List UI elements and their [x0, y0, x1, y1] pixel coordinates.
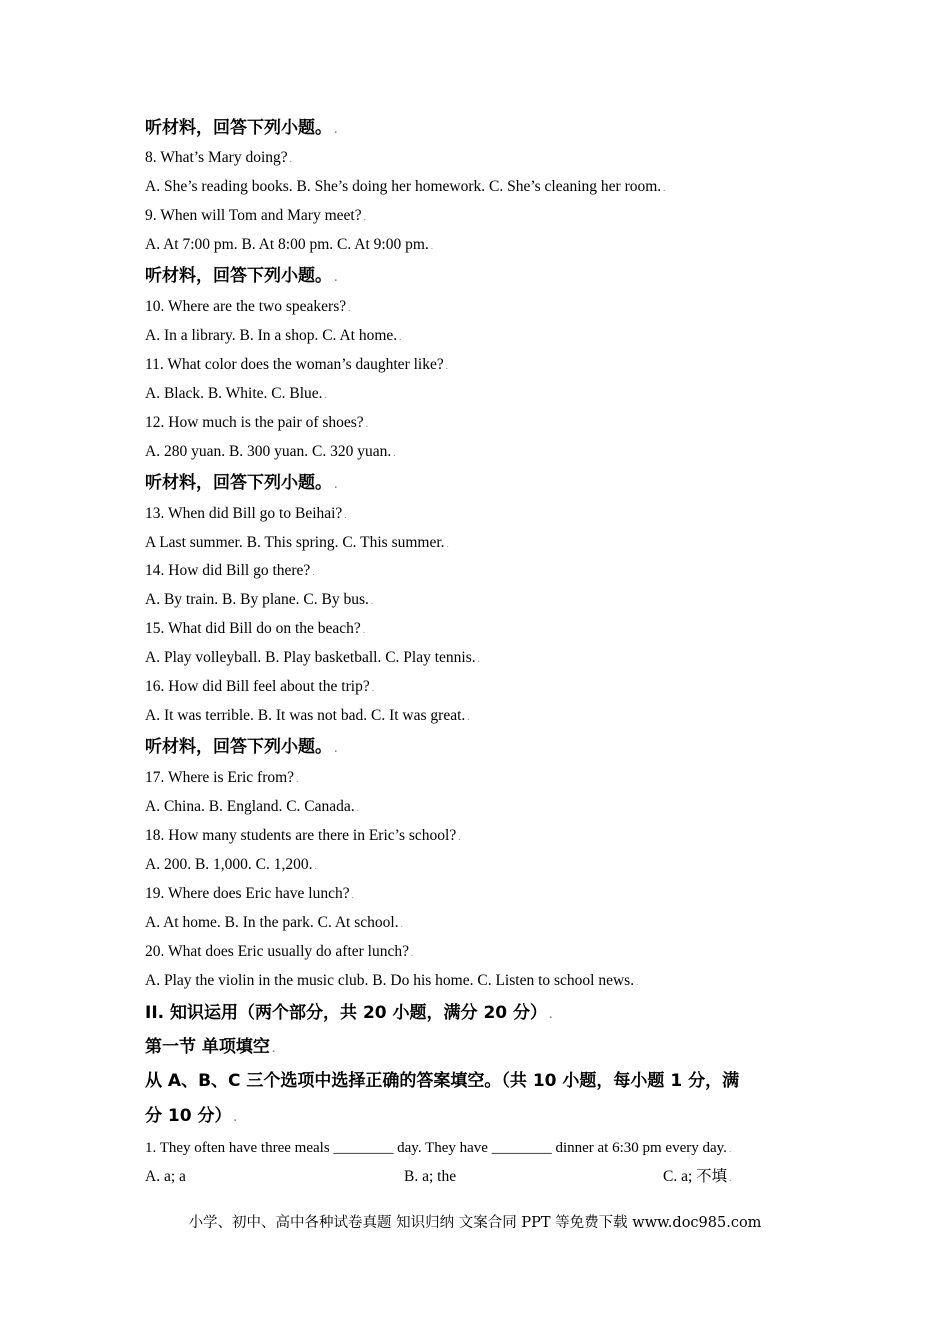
question-19-options: A. At home. B. In the park. C. At school. .	[145, 914, 403, 931]
question-10: 10. Where are the two speakers? .	[145, 298, 351, 315]
section-header: 听材料，回答下列小题。 .	[145, 266, 338, 286]
question-14: 14. How did Bill go there? .	[145, 562, 315, 579]
question-12-options: A. 280 yuan. B. 300 yuan. C. 320 yuan. .	[145, 443, 396, 460]
question-1: 1. They often have three meals ________ day. They have ________ dinner at 6:30 pm every day. .	[145, 1140, 732, 1156]
question-15-options: A. Play volleyball. B. Play basketball. C. Play tennis. .	[145, 649, 480, 666]
question-14-options: A. By train. B. By plane. C. By bus. .	[145, 591, 374, 608]
question-10-options: A. In a library. B. In a shop. C. At home. .	[145, 327, 402, 344]
part-subtitle: 第一节 单项填空 .	[145, 1037, 276, 1057]
instruction-line-1: 从 A、B、C 三个选项中选择正确的答案填空。（共 10 小题，每小题 1 分，满	[145, 1071, 740, 1091]
question-13: 13. When did Bill go to Beihai? .	[145, 505, 347, 522]
question-17-options: A. China. B. England. C. Canada. .	[145, 798, 359, 815]
section-header: 听材料，回答下列小题。 .	[145, 473, 338, 493]
question-12: 12. How much is the pair of shoes? .	[145, 414, 368, 431]
question-17: 17. Where is Eric from? .	[145, 769, 299, 786]
question-8: 8. What’s Mary doing? .	[145, 149, 292, 166]
question-13-options: A Last summer. B. This spring. C. This summer. .	[145, 534, 449, 551]
section-header: 听材料，回答下列小题。 .	[145, 118, 338, 138]
question-20: 20. What does Eric usually do after lunch? .	[145, 943, 414, 960]
question-8-options: A. She’s reading books. B. She’s doing her homework. C. She’s cleaning her room. .	[145, 178, 666, 195]
question-16: 16. How did Bill feel about the trip? .	[145, 678, 374, 695]
question-15: 15. What did Bill do on the beach? .	[145, 620, 366, 637]
question-18-options: A. 200. B. 1,000. C. 1,200. .	[145, 856, 317, 873]
question-20-options: A. Play the violin in the music club. B. Do his home. C. Listen to school news. .	[145, 972, 639, 989]
question-9: 9. When will Tom and Mary meet? .	[145, 207, 366, 224]
question-19: 19. Where does Eric have lunch? .	[145, 885, 354, 902]
footer-text: 小学、初中、高中各种试卷真题 知识归纳 文案合同 PPT 等免费下载 www.doc985.com	[188, 1215, 762, 1231]
question-1-option-c: C. a; 不填 .	[663, 1168, 732, 1185]
question-18: 18. How many students are there in Eric’s school? .	[145, 827, 461, 844]
instruction-line-2: 分 10 分） .	[145, 1106, 237, 1126]
question-11: 11. What color does the woman’s daughter like? .	[145, 356, 448, 373]
question-1-option-b: B. a; the	[404, 1168, 457, 1185]
question-9-options: A. At 7:00 pm. B. At 8:00 pm. C. At 9:00 pm. .	[145, 236, 434, 253]
question-1-option-a: A. a; a	[145, 1168, 186, 1185]
part-title: II. 知识运用（两个部分，共 20 小题，满分 20 分） .	[145, 1003, 553, 1023]
section-header: 听材料，回答下列小题。 .	[145, 737, 338, 757]
question-11-options: A. Black. B. White. C. Blue. .	[145, 385, 327, 402]
question-16-options: A. It was terrible. B. It was not bad. C. It was great. .	[145, 707, 470, 724]
